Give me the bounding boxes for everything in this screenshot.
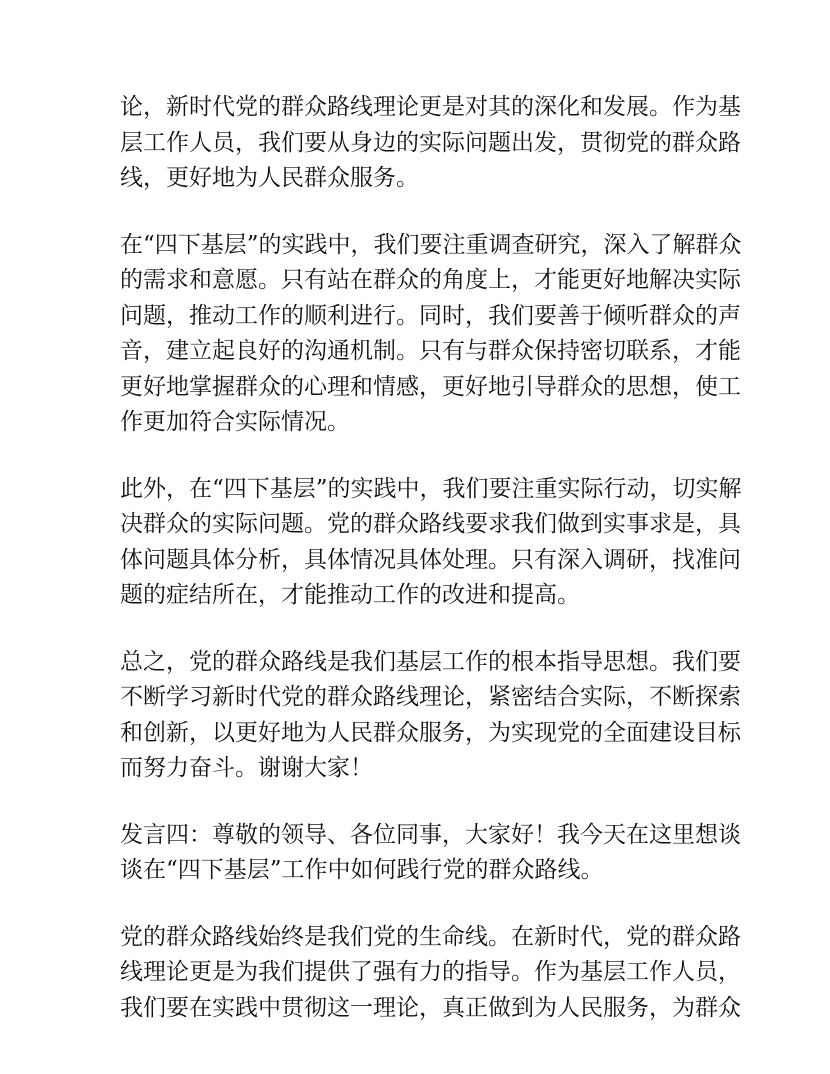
text-line: 层工作人员，我们要从身边的实际问题出发，贯彻党的群众路 (120, 129, 741, 156)
text-line: 音，建立起良好的沟通机制。只有与群众保持密切联系，才能 (120, 338, 741, 364)
text-line: 更好地掌握群众的心理和情感，更好地引导群众的思想，使工 (120, 373, 741, 400)
text-line: 论，新时代党的群众路线理论更是对其的深化和发展。作为基 (120, 94, 741, 120)
text-line: 此外，在“四下基层”的实践中，我们要注重实际行动，切实解 (120, 475, 742, 502)
text-line: 我们要在实践中贯彻这一理论，真正做到为人民服务，为群众 (120, 994, 741, 1021)
text-line: 作更加符合实际情况。 (120, 409, 350, 435)
document-page (120, 90, 742, 1057)
paragraph-5 (120, 818, 741, 889)
paragraph-3 (120, 472, 742, 614)
text-line: 谈在“四下基层”工作中如何践行党的群众路线。 (120, 857, 604, 883)
text-line: 在“四下基层”的实践中，我们要注重调查研究，深入了解群众 (120, 231, 742, 258)
text-line: 发言四：尊敬的领导、各位同事，大家好！我今天在这里想谈 (120, 821, 741, 848)
text-line: 线，更好地为人民群众服务。 (120, 165, 419, 191)
text-line: 而努力奋斗。谢谢大家！ (120, 755, 373, 781)
text-line: 问题，推动工作的顺利进行。同时，我们要善于倾听群众的声 (120, 302, 741, 329)
text-line: 党的群众路线始终是我们党的生命线。在新时代，党的群众路 (120, 923, 741, 950)
text-line: 总之，党的群众路线是我们基层工作的根本指导思想。我们要 (120, 648, 741, 675)
paragraph-2 (120, 228, 742, 441)
text-line: 的需求和意愿。只有站在群众的角度上，才能更好地解决实际 (120, 267, 741, 293)
text-line: 体问题具体分析，具体情况具体处理。只有深入调研，找准问 (120, 546, 741, 573)
text-line: 和创新，以更好地为人民群众服务，为实现党的全面建设目标 (120, 719, 741, 746)
text-line: 线理论更是为我们提供了强有力的指导。作为基层工作人员， (120, 959, 741, 985)
paragraph-1 (120, 90, 741, 197)
text-line: 决群众的实际问题。党的群众路线要求我们做到实事求是，具 (120, 511, 741, 537)
text-line: 不断学习新时代党的群众路线理论，紧密结合实际，不断探索 (120, 684, 741, 710)
text-line: 题的症结所在，才能推动工作的改进和提高。 (120, 582, 580, 608)
paragraph-6 (120, 920, 741, 1027)
paragraph-4 (120, 645, 741, 787)
